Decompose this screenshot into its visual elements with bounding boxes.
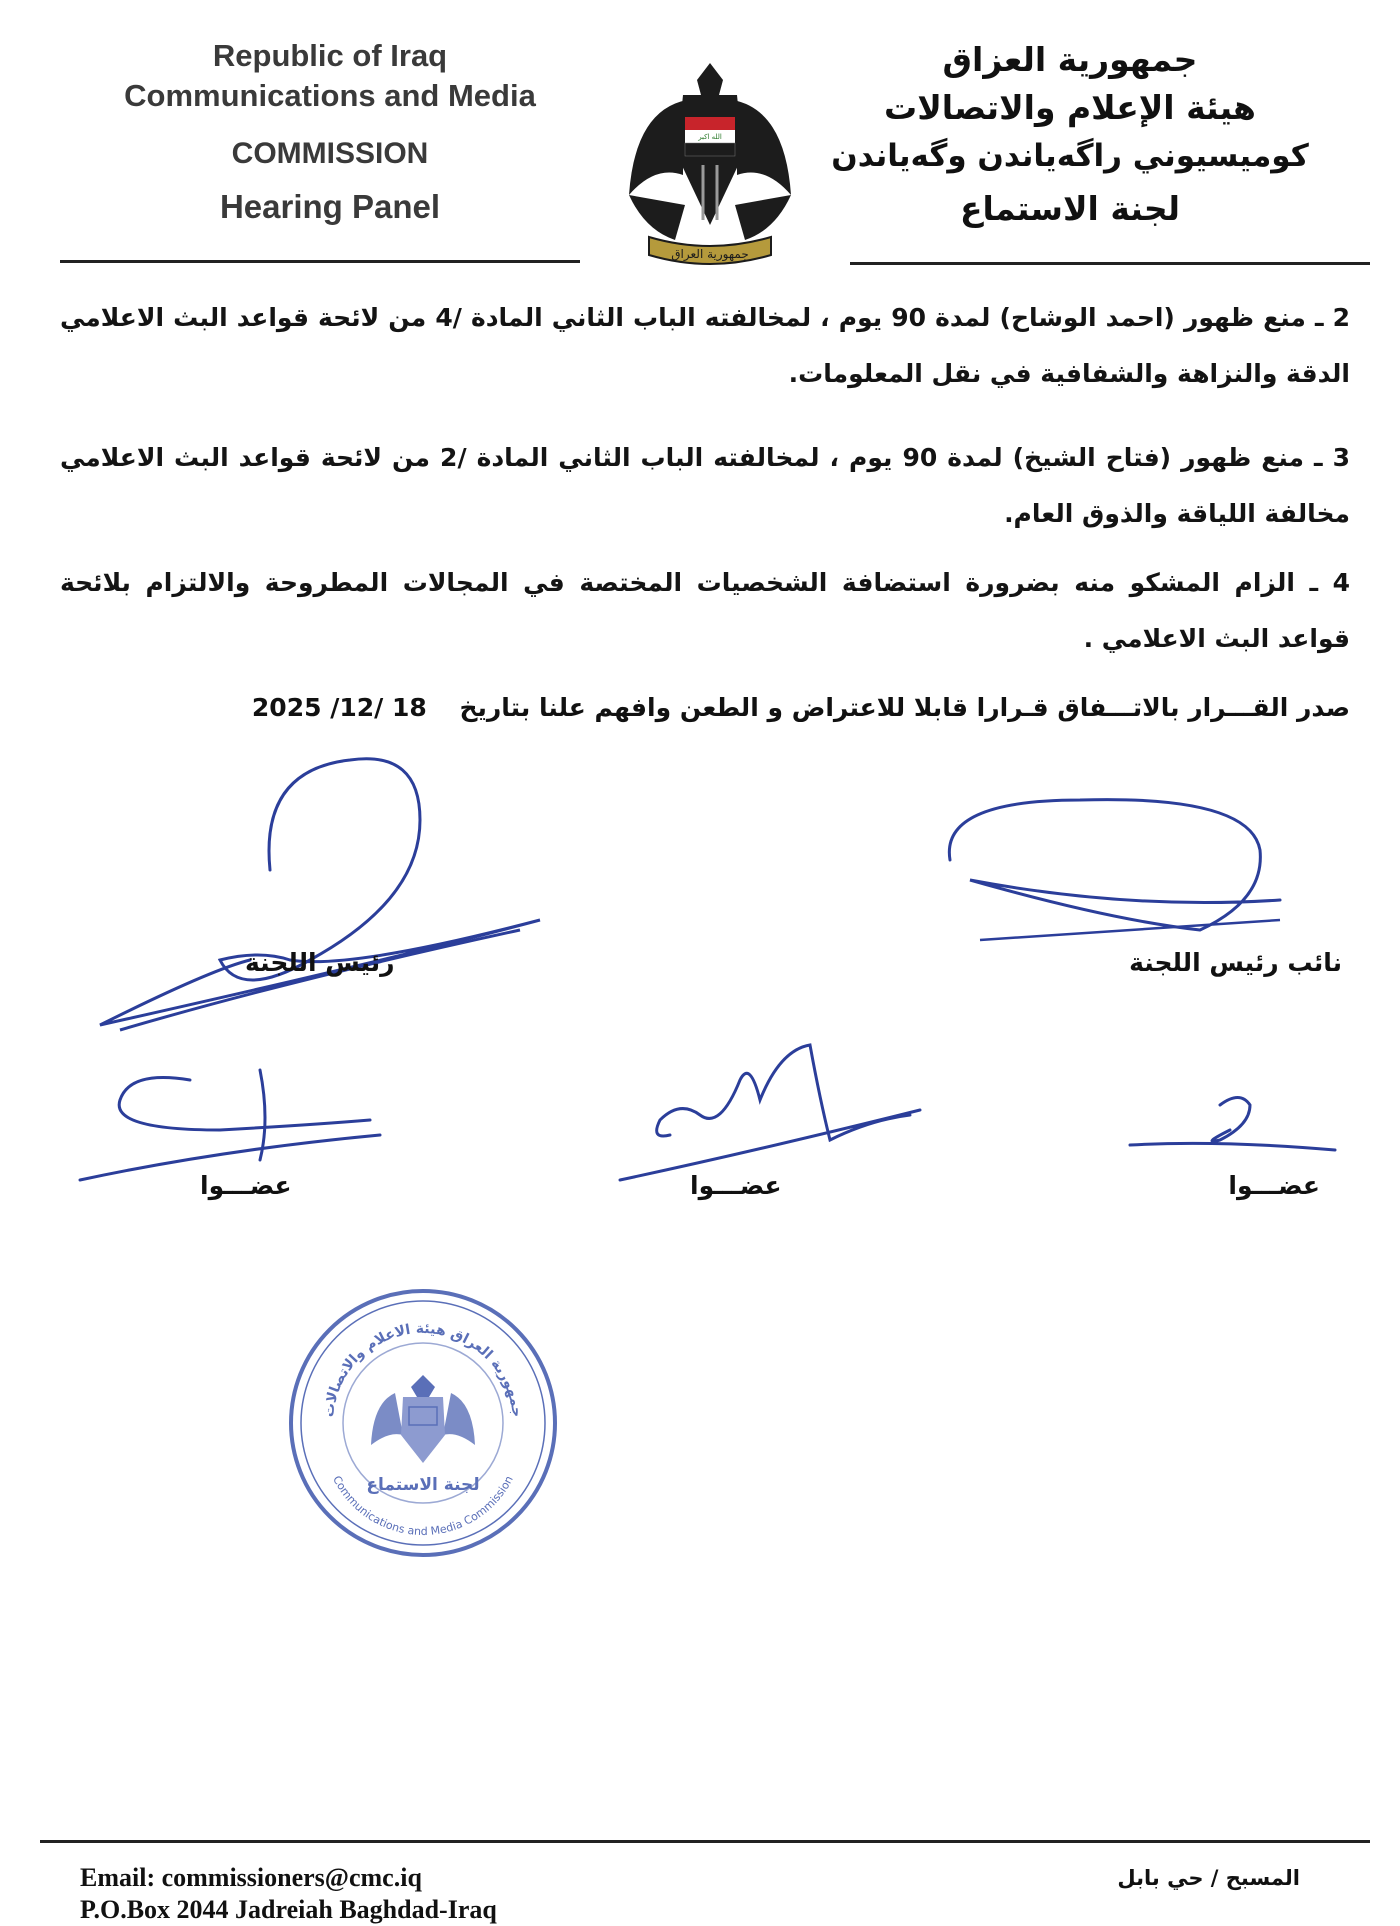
seal-inner-text: لجنة الاستماع xyxy=(366,1475,480,1495)
footer-arabic-address: المسبح / حي بابل xyxy=(1117,1866,1300,1890)
header-english xyxy=(80,36,580,228)
header-rule-left xyxy=(60,260,580,263)
decision-item-2: 2 ـ منع ظهور (احمد الوشاح) لمدة 90 يوم ، لمخالفته الباب الثاني المادة /4 من لائحة قواعد البث الاعلامي الدقة والنزاهة والشفافية في نقل المعلومات. xyxy=(60,303,1351,388)
member-label-middle: عضـــوا xyxy=(690,1171,782,1200)
decision-item-4: 4 ـ الزام المشكو منه بضرورة استضافة الشخصيات المختصة في المجالات المطروحة والالتزام بلائحة قواعد البث الاعلامي . xyxy=(60,568,1350,653)
issued-statement xyxy=(60,680,1350,736)
vice-chair-signature xyxy=(930,760,1290,960)
header-en-line3: COMMISSION xyxy=(231,137,429,170)
member-label-left: عضـــوا xyxy=(200,1171,292,1200)
issued-text: صدر القـــرار بالاتـــفاق قـرارا قابلا للاعتراض و الطعن وافهم علنا بتاريخ xyxy=(459,693,1350,722)
vice-chair-label: نائب رئيس اللجنة xyxy=(1129,948,1342,977)
header-ar-line3: كوميسيوني راگەياندن وگەياندن xyxy=(831,138,1309,174)
svg-text:الله اكبر: الله اكبر xyxy=(698,133,722,141)
header-arabic xyxy=(810,36,1330,234)
footer-english xyxy=(80,1862,497,1926)
iraq-emblem-icon xyxy=(625,55,795,275)
hearing-panel-seal-icon xyxy=(285,1285,561,1561)
chair-signature xyxy=(90,730,550,1040)
header-en-line4: Hearing Panel xyxy=(219,188,441,225)
header-en-line1: Republic of Iraq xyxy=(212,38,448,73)
header-ar-line1: جمهورية العزاق xyxy=(942,40,1198,79)
footer-email: Email: commissioners@cmc.iq xyxy=(80,1863,422,1892)
emblem-ribbon-text: جمهورية العراق xyxy=(671,247,749,261)
header-en-line2: Communications and Media xyxy=(124,78,536,113)
issued-date: 18 /12/ 2025 xyxy=(251,693,427,722)
member-label-right: عضـــوا xyxy=(1228,1171,1320,1200)
header-rule-right xyxy=(850,262,1370,265)
decision-item-3: 3 ـ منع ظهور (فتاح الشيخ) لمدة 90 يوم ، لمخالفته الباب الثاني المادة /2 من لائحة قواعد البث الاعلامي مخالفة اللياقة والذوق العام. xyxy=(60,443,1351,528)
footer-rule xyxy=(40,1840,1370,1843)
header-ar-line4: لجنة الاستماع xyxy=(959,189,1180,228)
header-ar-line2: هيئة الإعلام والاتصالات xyxy=(884,88,1256,127)
chair-label: رئيس اللجنة xyxy=(245,948,395,977)
seal-bottom-text: Communications and Media Commission xyxy=(330,1473,516,1539)
seal-outer-text: جمهورية العراق هيئة الاعلام والاتصالات xyxy=(321,1320,525,1419)
footer-pobox: P.O.Box 2044 Jadreiah Baghdad-Iraq xyxy=(80,1895,497,1924)
